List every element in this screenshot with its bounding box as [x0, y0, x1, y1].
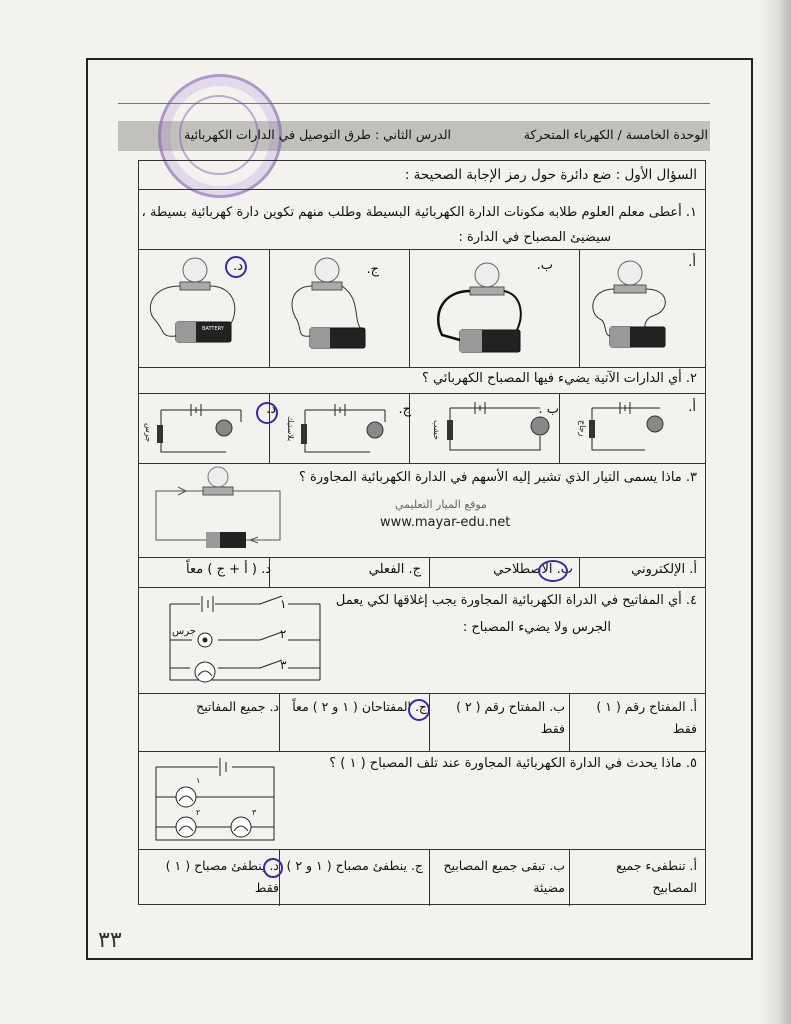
q2-option-a-label: أ.	[688, 400, 696, 415]
q5-answer-a: أ. تنطفىء جميع المصابيح	[616, 858, 697, 895]
q3-circuit	[148, 465, 288, 555]
q4-circuit	[160, 592, 330, 690]
q4-answer-d: د. جميع المفاتيح	[196, 699, 279, 714]
q5-lamp-1: ١	[196, 776, 201, 785]
watermark-url: www.mayar-edu.net	[380, 515, 511, 530]
q2-circuit-c	[290, 400, 415, 462]
row-divider	[139, 463, 705, 464]
col-divider	[279, 849, 280, 906]
q5-circuit	[146, 752, 286, 850]
q2-option-c-label: ج.	[398, 402, 411, 417]
scan-edge	[761, 0, 791, 1024]
page-number: ٣٣	[98, 928, 122, 953]
q3-answer-b: ب. الاصطلاحي	[493, 562, 573, 577]
col-divider	[569, 849, 570, 906]
row-divider	[139, 587, 705, 588]
row-divider	[139, 189, 705, 190]
q4-switch-3: ٣	[280, 658, 287, 672]
q4-text-line2: الجرس ولا يضيء المصباح :	[462, 620, 611, 635]
col-divider	[429, 557, 430, 587]
q1-option-d-label: د.	[233, 259, 243, 274]
col-divider	[429, 849, 430, 906]
q1-option-a-label: أ.	[688, 255, 696, 270]
q4-answer-a: أ. المفتاح رقم ( ١ ) فقط	[596, 699, 697, 736]
answer-circle-q5	[263, 858, 283, 878]
q2-option-d-label: د.	[266, 402, 276, 417]
q4-text-line1: ٤. أي المفاتيح في الدراة الكهربائية المجاورة يجب إغلاقها لكي يعمل	[335, 593, 697, 608]
q2-material-a: زجاج	[578, 420, 587, 437]
q4-answer-b: ب. المفتاح رقم ( ٢ ) فقط	[456, 699, 565, 736]
q2-material-d: جرس	[144, 423, 153, 443]
col-divider	[429, 693, 430, 751]
q5-answer-c: ج. ينطفئ مصباح ( ١ و ٢ )	[286, 858, 423, 873]
q3-answer-d: د. ( أ + ج ) معاً	[186, 562, 271, 577]
q1-circuit-b	[412, 255, 572, 370]
q2-material-b: خشب	[432, 420, 441, 440]
answer-circle-q3	[538, 560, 568, 582]
watermark-arabic: موقع الميار التعليمي	[395, 498, 487, 511]
col-divider	[569, 693, 570, 751]
q4-switch-1: ١	[280, 597, 287, 611]
instruction-text: السؤال الأول : ضع دائرة حول رمز الإجابة الصحيحة :	[404, 167, 697, 183]
q1-circuit-c	[272, 250, 412, 365]
q2-option-b-label: ب .	[538, 402, 559, 417]
row-divider	[139, 393, 705, 394]
q1-circuit-a	[580, 255, 705, 370]
q5-answer-b: ب. تبقى جميع المصابيح مضيئة	[443, 858, 565, 895]
q2-circuit-b	[430, 398, 565, 460]
q3-answer-a: أ. الإلكتروني	[631, 562, 697, 577]
q3-answer-c: ج. الفعلي	[368, 562, 421, 577]
q4-answer-c: ج. المفتاحان ( ١ و ٢ ) معاً	[292, 699, 427, 714]
q1-text-line2: سيضيئ المصباح في الدارة :	[458, 230, 611, 245]
q1-circuit-d	[140, 250, 270, 365]
q4-bell-label: جرس	[172, 626, 196, 637]
q5-answer-d: د. ينطفئ مصباح ( ١ ) فقط	[165, 858, 279, 895]
q2-circuit-d	[146, 400, 261, 462]
q5-lamp-2: ٢	[196, 808, 201, 817]
q2-text: ٢. أي الدارات الآتية يضيء فيها المصباح الكهربائي ؟	[421, 371, 697, 386]
q3-text: ٣. ماذا يسمى التيار الذي تشير إليه الأسهم في الدارة الكهربائية المجاورة ؟	[298, 470, 697, 485]
q5-text: ٥. ماذا يحدث في الدارة الكهربائية المجاورة عند تلف المصباح ( ١ ) ؟	[329, 756, 697, 771]
q4-switch-2: ٢	[280, 627, 287, 641]
battery-label: BATTERY	[202, 326, 224, 332]
col-divider	[579, 557, 580, 587]
lesson-title: الدرس الثاني : طرق التوصيل في الدارات الكهربائية	[184, 127, 451, 142]
q5-lamp-3: ٣	[252, 808, 257, 817]
q2-material-c: بلاستيك	[286, 416, 295, 442]
unit-title: الوحدة الخامسة / الكهرباء المتحركة	[523, 127, 708, 142]
q1-option-b-label: ب.	[536, 258, 553, 273]
answer-circle-q4	[408, 699, 430, 721]
row-divider	[139, 557, 705, 558]
q1-option-c-label: ج.	[366, 262, 379, 277]
q1-text-line1: ١. أعطى معلم العلوم طلابه مكونات الدارة الكهربائية البسيطة وطلب منهم تكوين دارة كهربائية بسيطة ،	[141, 205, 697, 220]
row-divider	[139, 693, 705, 694]
col-divider	[279, 693, 280, 751]
